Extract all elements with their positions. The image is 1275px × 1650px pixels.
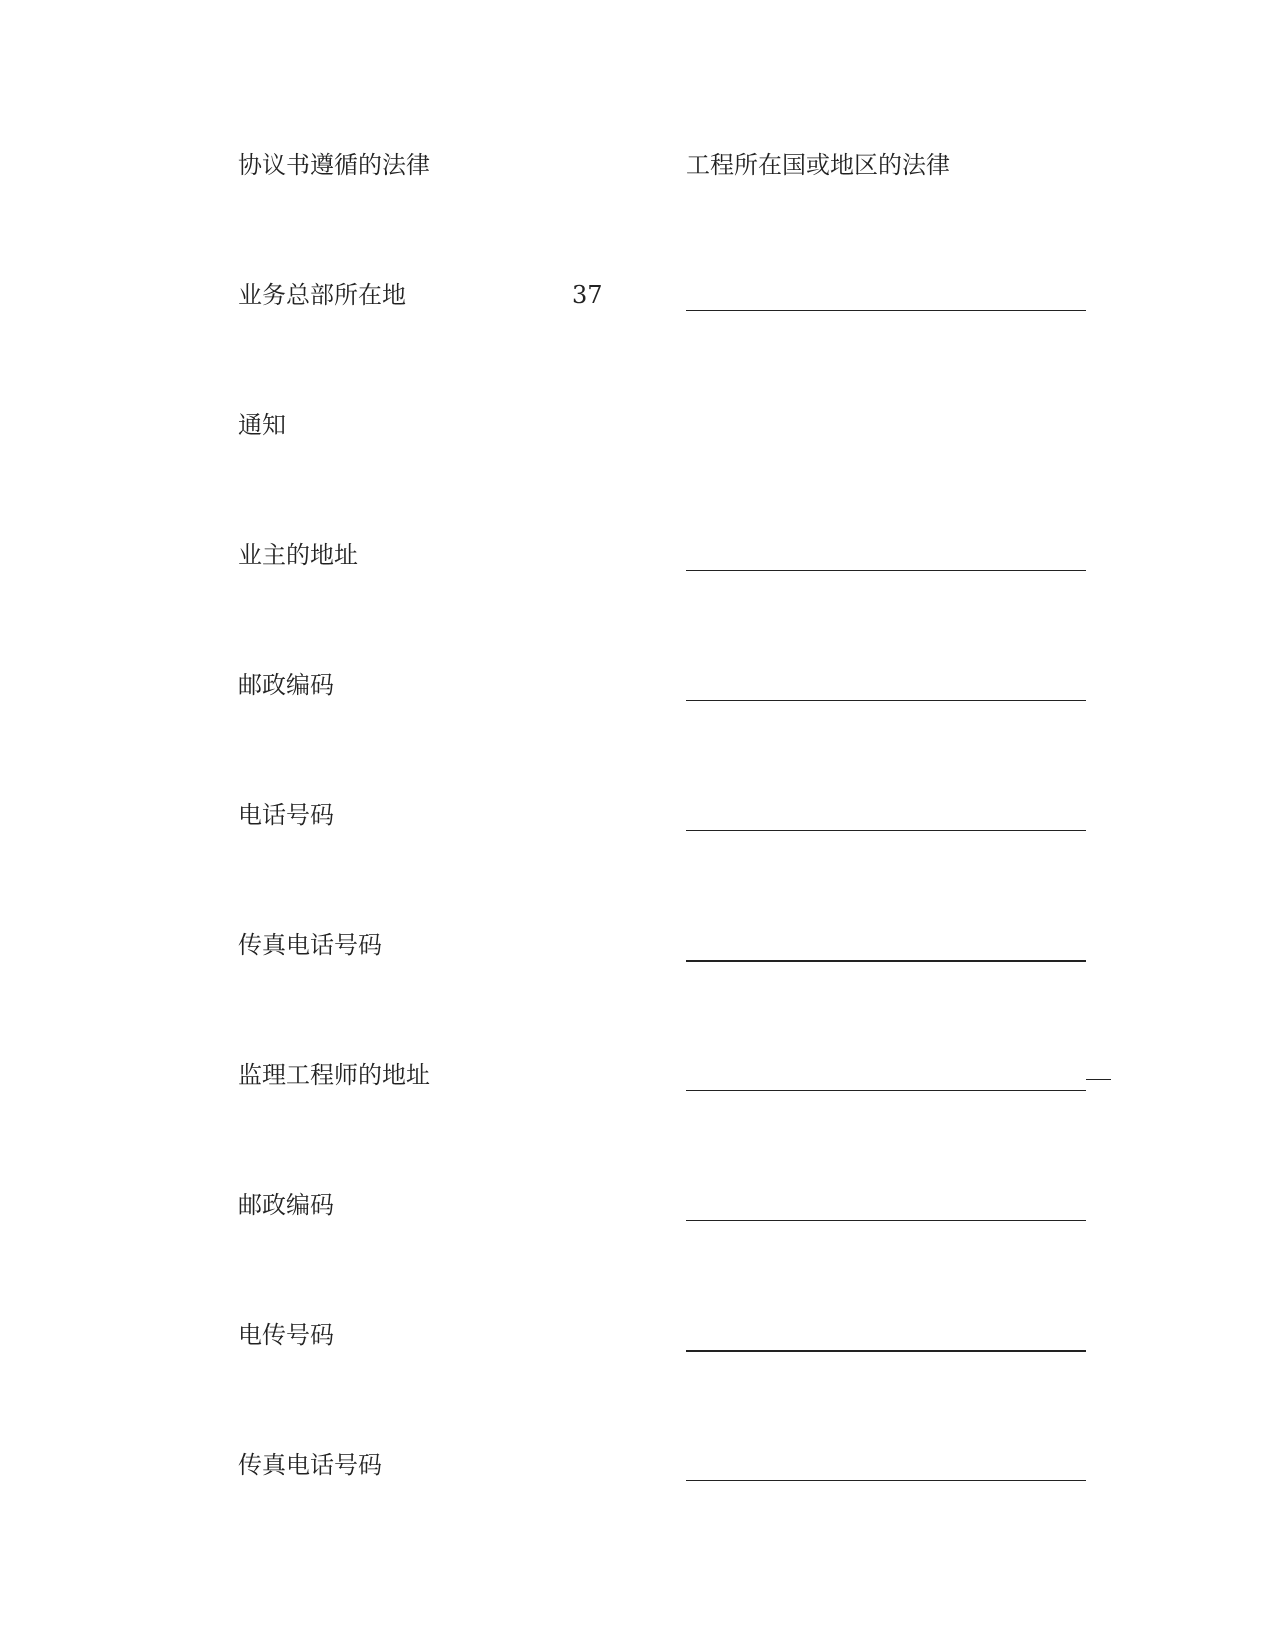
- engineer-postal-code-label: 邮政编码: [238, 1191, 334, 1219]
- owner-fax-blank-line[interactable]: [686, 960, 1086, 962]
- engineer-postal-code-blank-line[interactable]: [686, 1220, 1086, 1221]
- row-engineer-telex: [0, 1320, 1275, 1360]
- engineer-address-blank-tail: [1086, 1079, 1111, 1080]
- row-engineer-address: [0, 1060, 1275, 1100]
- row-owner-address: [0, 540, 1275, 580]
- governing-law-label: 协议书遵循的法律: [238, 151, 430, 179]
- row-owner-phone: [0, 800, 1275, 840]
- engineer-fax-blank-line[interactable]: [686, 1480, 1086, 1481]
- row-owner-postal-code: [0, 670, 1275, 710]
- row-headquarters: [0, 280, 1275, 320]
- governing-law-value: 工程所在国或地区的法律: [686, 151, 950, 179]
- row-owner-fax: [0, 930, 1275, 970]
- engineer-telex-label: 电传号码: [238, 1321, 334, 1349]
- owner-postal-code-blank-line[interactable]: [686, 700, 1086, 701]
- headquarters-label: 业务总部所在地: [238, 281, 406, 309]
- engineer-telex-blank-line[interactable]: [686, 1350, 1086, 1352]
- engineer-address-label: 监理工程师的地址: [238, 1061, 430, 1089]
- owner-phone-label: 电话号码: [238, 801, 334, 829]
- owner-fax-label: 传真电话号码: [238, 931, 382, 959]
- row-engineer-fax: [0, 1450, 1275, 1490]
- engineer-fax-label: 传真电话号码: [238, 1451, 382, 1479]
- owner-phone-blank-line[interactable]: [686, 830, 1086, 831]
- engineer-address-blank-line[interactable]: [686, 1090, 1086, 1091]
- owner-address-blank-line[interactable]: [686, 570, 1086, 571]
- row-engineer-postal-code: [0, 1190, 1275, 1230]
- owner-postal-code-label: 邮政编码: [238, 671, 334, 699]
- owner-address-label: 业主的地址: [238, 541, 358, 569]
- clause-number: 37: [572, 281, 603, 309]
- notice-label: 通知: [238, 411, 286, 439]
- headquarters-blank-line[interactable]: [686, 310, 1086, 311]
- row-governing-law: [0, 150, 1275, 190]
- row-notice: [0, 410, 1275, 450]
